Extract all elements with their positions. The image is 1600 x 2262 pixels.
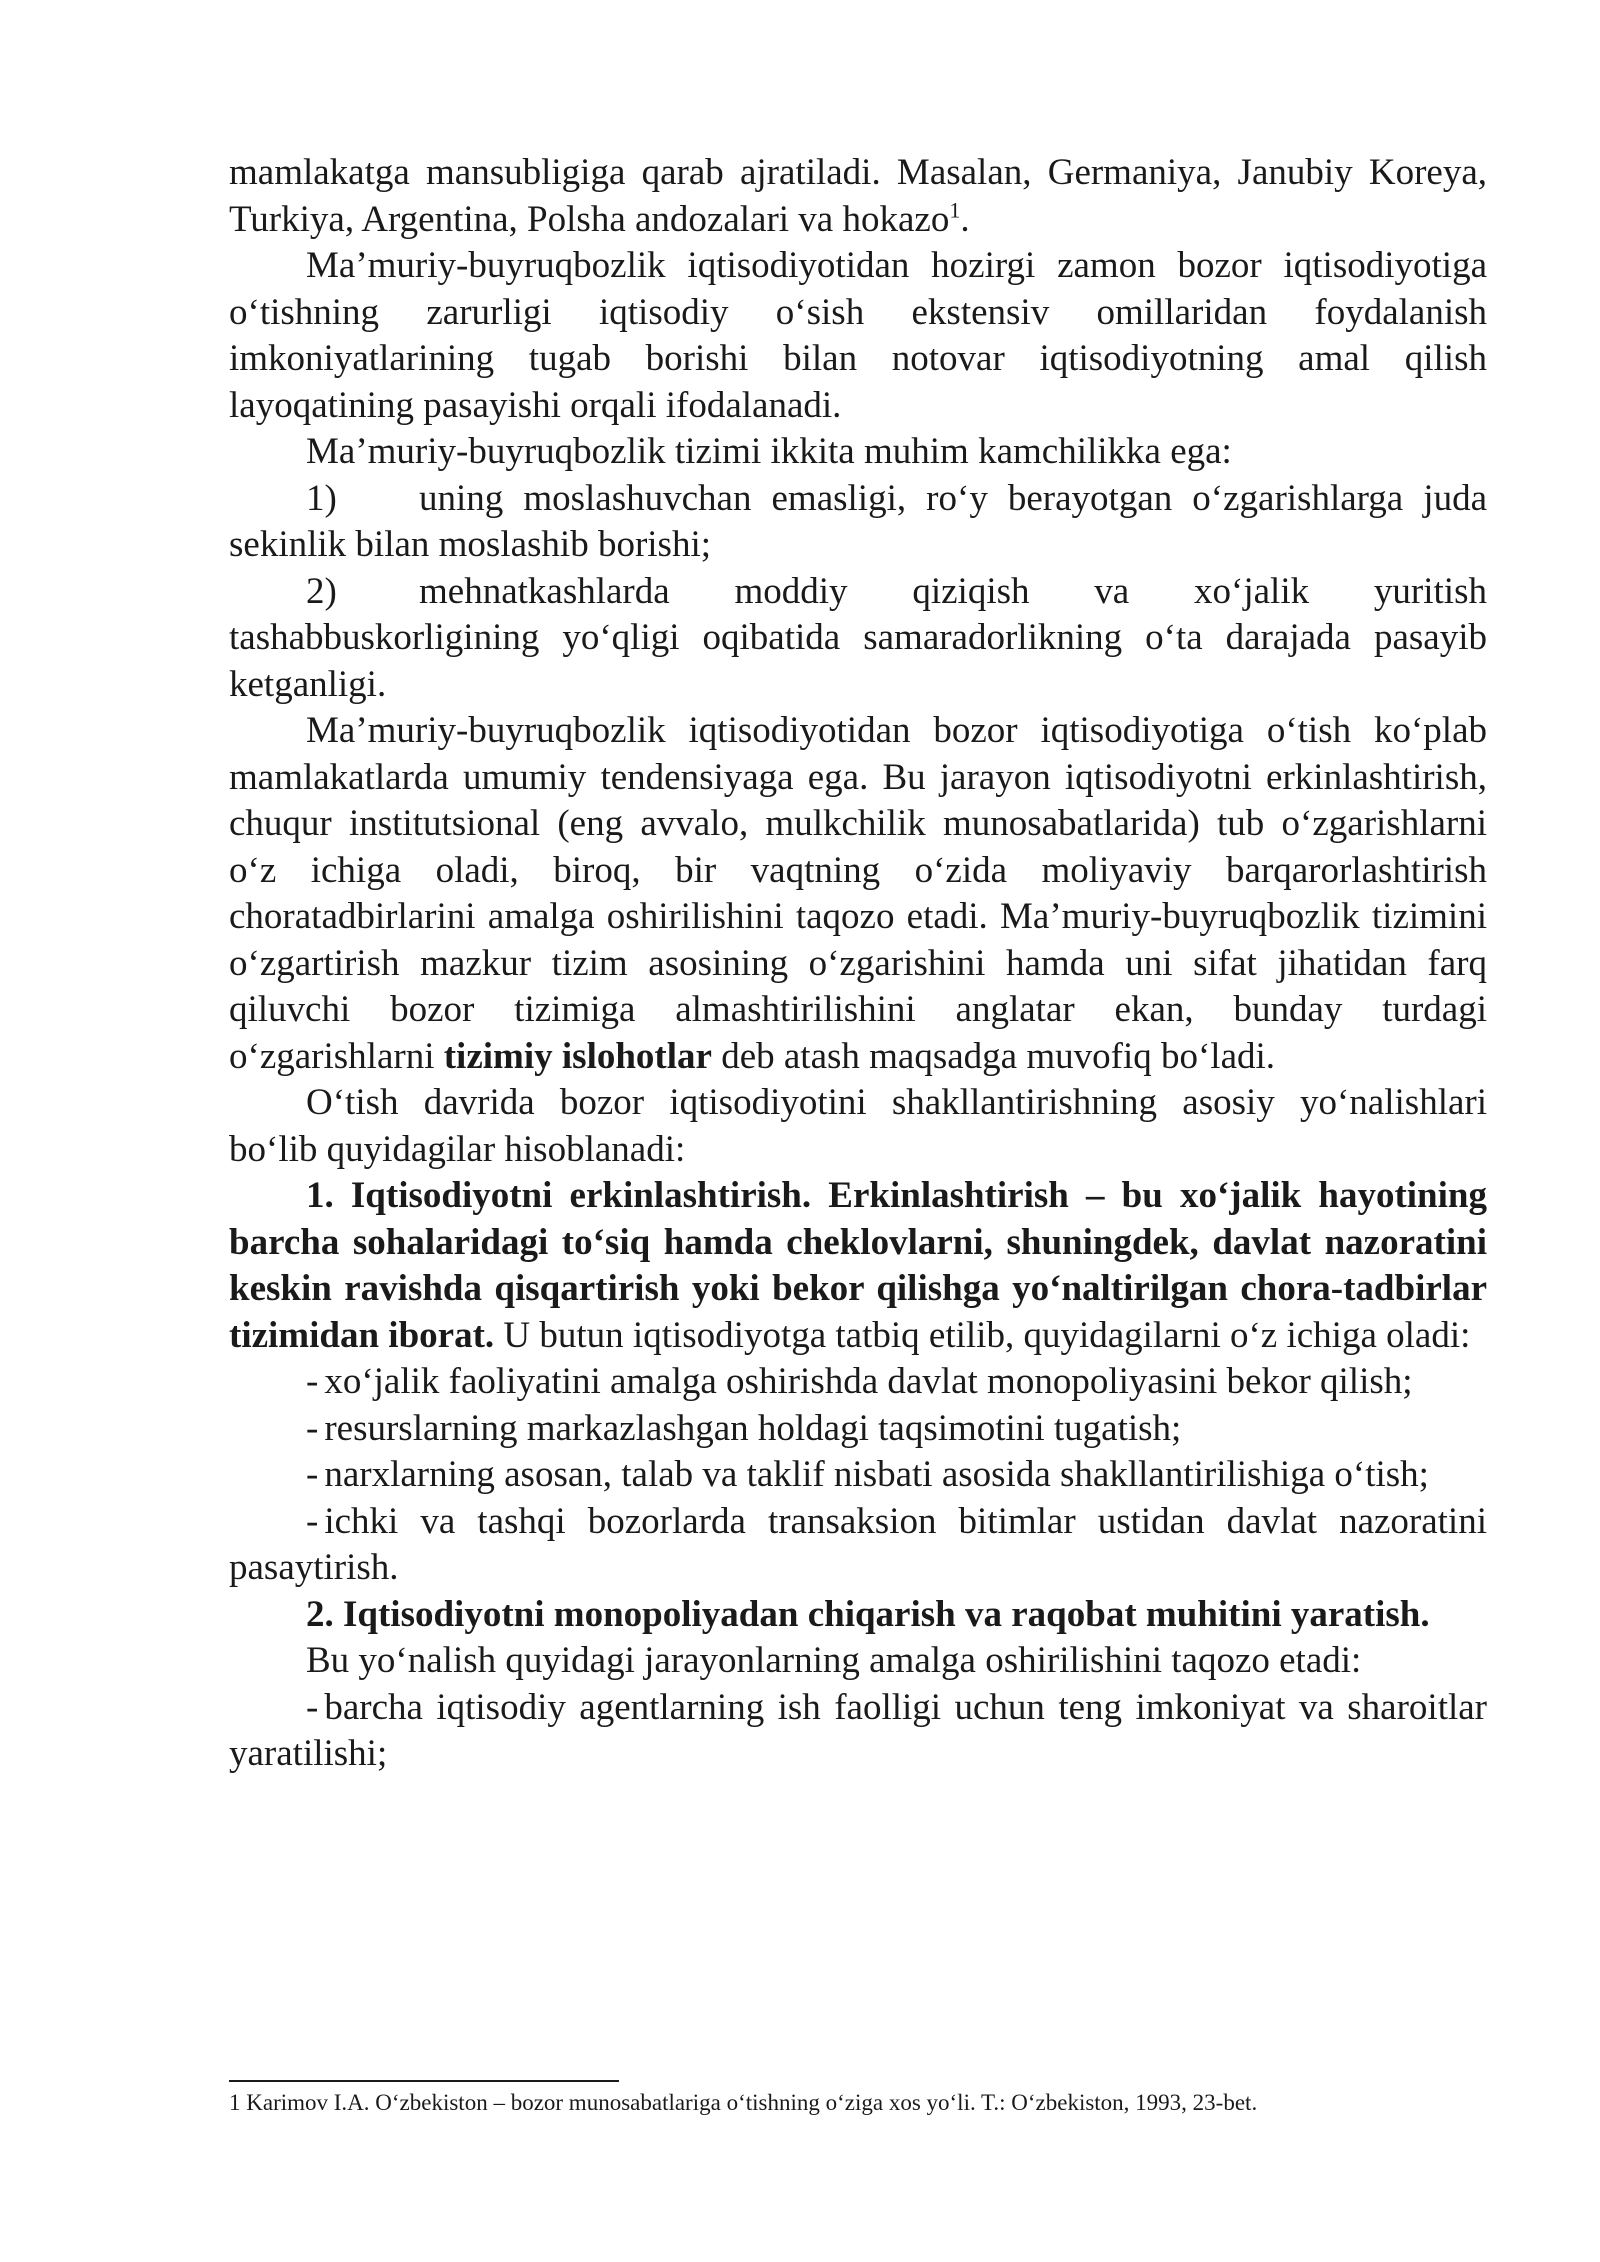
list-text: mehnatkashlarda moddiy qiziqish va xo‘jalik yuritish tashabbuskorligining yo‘qligi oqibatida samaradorlikning o‘ta darajada pasayib ketganligi. (229, 570, 1487, 705)
dash-marker: - (306, 1686, 319, 1728)
section-paragraph (229, 1173, 1487, 1359)
dash-list-item (229, 1685, 1487, 1778)
paragraph: O‘tish davrida bozor iqtisodiyotini shakllantirishning asosiy yo‘nalishlari bo‘lib quyidagilar hisoblanadi: (229, 1082, 1487, 1170)
paragraph-text: U butun iqtisodiyotga tatbiq etilib, quyidagilarni o‘z ichiga oladi: (494, 1314, 1471, 1356)
dash-list-item (229, 1406, 1487, 1453)
list-text: uning moslashuvchan emasligi, ro‘y berayotgan o‘zgarishlarga juda sekinlik bilan moslashib borishi; (229, 477, 1487, 565)
dash-marker: - (306, 1407, 319, 1449)
paragraph: Ma’muriy-buyruqbozlik tizimi ikkita muhim kamchilikka ega: (306, 431, 1232, 472)
list-item (229, 569, 1487, 709)
list-text: narxlarning asosan, talab va taklif nisbati asosida shakllantirilishiga o‘tish; (324, 1454, 1429, 1495)
dash-marker: - (306, 1454, 319, 1495)
list-number: 2) (306, 570, 337, 612)
section-heading: 1. Iqtisodiyotni erkinlashtirish. Erkinlashtirish – bu xo‘jalik hayotining barcha sohalaridagi to‘siq hamda cheklovlarni, shuningdek, davlat nazoratini keskin ravishda qisqartirish yoki bekor qilishga yo‘naltirilgan chora-tadbirlar tizimidan iborat. (229, 1175, 1487, 1356)
list-text: ichki va tashqi bozorlarda transaksion bitimlar ustidan davlat nazoratini pasaytirish. (229, 1500, 1487, 1588)
footnote-separator (229, 2080, 619, 2082)
dash-marker: - (306, 1361, 319, 1402)
dash-list-item (229, 1359, 1487, 1406)
paragraph-text: Ma’muriy-buyruqbozlik iqtisodiyotidan bozor iqtisodiyotiga o‘tish ko‘plab mamlakatlarda umumiy tendensiyaga ega. Bu jarayon iqtisodiyotni erkinlashtirish, chuqur institutsional (eng avvalo, mulkchilik munosabatlarida) tub o‘zgarishlarni o‘z ichiga oladi, biroq, bir vaqtning o‘zida moliyaviy barqarorlashtirish choratadbirlarini amalga oshirilishini taqozo etadi. Ma’muriy-buyruqbozlik tizimini o‘zgartirish mazkur tizim asosining o‘zgarishini hamda uni sifat jihatidan farq qiluvchi bozor tizimiga almashtirilishini anglatar ekan, bunday turdagi o‘zgarishlarni (229, 710, 1487, 1077)
document-body (229, 150, 1487, 1778)
section-paragraph (229, 1592, 1487, 1639)
bold-term: tizimiy islohotlar (443, 1035, 712, 1077)
dash-list-item (229, 1452, 1487, 1499)
list-text: resurslarning markazlashgan holdagi taqsimotini tugatish; (324, 1407, 1182, 1449)
footnote-ref[interactable]: 1 (949, 197, 961, 223)
list-number: 1) (306, 477, 337, 519)
paragraph (229, 708, 1487, 1080)
paragraph: Ma’muriy-buyruqbozlik iqtisodiyotidan hozirgi zamon bozor iqtisodiyotiga o‘tishning zarurligi iqtisodiy o‘sish ekstensiv omillaridan foydalanish imkoniyatlarining tugab borishi bilan notovar iqtisodiyotning amal qilish layoqatining pasayishi orqali ifodalanadi. (229, 245, 1487, 426)
paragraph: Bu yo‘nalish quyidagi jarayonlarning amalga oshirilishini taqozo etadi: (306, 1640, 1362, 1681)
dash-marker: - (306, 1500, 319, 1542)
paragraph (229, 150, 1487, 243)
paragraph-text: . (960, 198, 970, 240)
footnote: 1 Karimov I.A. O‘zbekiston – bozor munosabatlariga o‘tishning o‘ziga xos yo‘li. T.: O‘zbekiston, 1993, 23-bet. (229, 2090, 1258, 2115)
section-heading: 2. Iqtisodiyotni monopoliyadan chiqarish va raqobat muhitini yaratish. (306, 1593, 1430, 1635)
list-text: xo‘jalik faoliyatini amalga oshirishda davlat monopoliyasini bekor qilish; (324, 1361, 1413, 1402)
dash-list-item (229, 1499, 1487, 1592)
list-text: barcha iqtisodiy agentlarning ish faolligi uchun teng imkoniyat va sharoitlar yaratilishi; (229, 1686, 1487, 1774)
list-item (229, 476, 1487, 569)
paragraph-text: mamlakatga mansubligiga qarab ajratiladi. Masalan, Germaniya, Janubiy Koreya, Turkiya, Argentina, Polsha andozalari va hokazo (229, 152, 1487, 240)
paragraph-text: deb atash maqsadga muvofiq bo‘ladi. (711, 1035, 1276, 1077)
